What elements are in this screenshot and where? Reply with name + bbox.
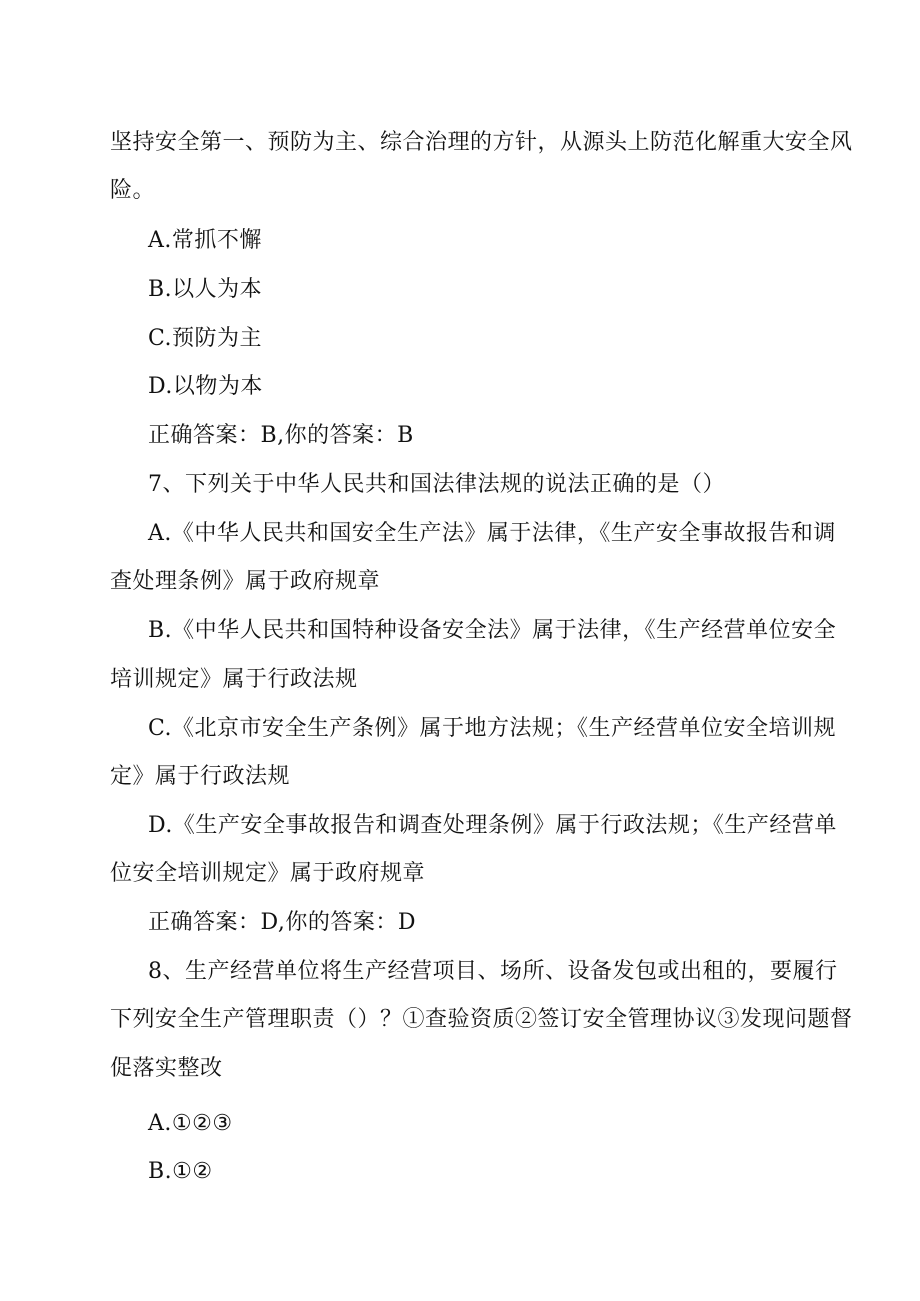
question-7-option-a-line-2: 查处理条例》属于政府规章 bbox=[110, 569, 381, 594]
question-8-option-a: A.①②③ bbox=[148, 1111, 233, 1136]
question-7-option-b-line-2: 培训规定》属于行政法规 bbox=[110, 667, 358, 692]
question-7-option-d-line-1: D.《生产安全事故报告和调查处理条例》属于行政法规；《生产经营单 bbox=[148, 813, 837, 838]
question-8-option-b: B.①② bbox=[148, 1159, 213, 1184]
question-8-text-line-3: 促落实整改 bbox=[110, 1056, 223, 1081]
question-6-text-line-1: 坚持安全第一、预防为主、综合治理的方针，从源头上防范化解重大安全风 bbox=[110, 130, 853, 155]
question-7-option-c-line-1: C.《北京市安全生产条例》属于地方法规；《生产经营单位安全培训规 bbox=[148, 716, 837, 741]
question-8-text-line-2: 下列安全生产管理职责（）？①查验资质②签订安全管理协议③发现问题督 bbox=[110, 1007, 853, 1032]
question-6-answer: 正确答案：B,你的答案：B bbox=[148, 423, 414, 448]
question-7-option-a-line-1: A.《中华人民共和国安全生产法》属于法律，《生产安全事故报告和调 bbox=[148, 521, 836, 546]
question-8-text-line-1: 8、生产经营单位将生产经营项目、场所、设备发包或出租的，要履行 bbox=[148, 959, 838, 984]
question-7-title: 7、下列关于中华人民共和国法律法规的说法正确的是（） bbox=[148, 472, 725, 497]
question-7-option-c-line-2: 定》属于行政法规 bbox=[110, 764, 291, 789]
question-6-text-line-2: 险。 bbox=[110, 178, 156, 203]
question-6-option-b: B.以人为本 bbox=[148, 277, 263, 302]
question-7-option-d-line-2: 位安全培训规定》属于政府规章 bbox=[110, 861, 426, 886]
question-6-option-c: C.预防为主 bbox=[148, 326, 263, 351]
question-7-answer: 正确答案：D,你的答案：D bbox=[148, 910, 416, 935]
question-6-option-a: A.常抓不懈 bbox=[148, 228, 262, 253]
question-6-option-d: D.以物为本 bbox=[148, 374, 263, 399]
question-7-option-b-line-1: B.《中华人民共和国特种设备安全法》属于法律，《生产经营单位安全 bbox=[148, 618, 837, 643]
